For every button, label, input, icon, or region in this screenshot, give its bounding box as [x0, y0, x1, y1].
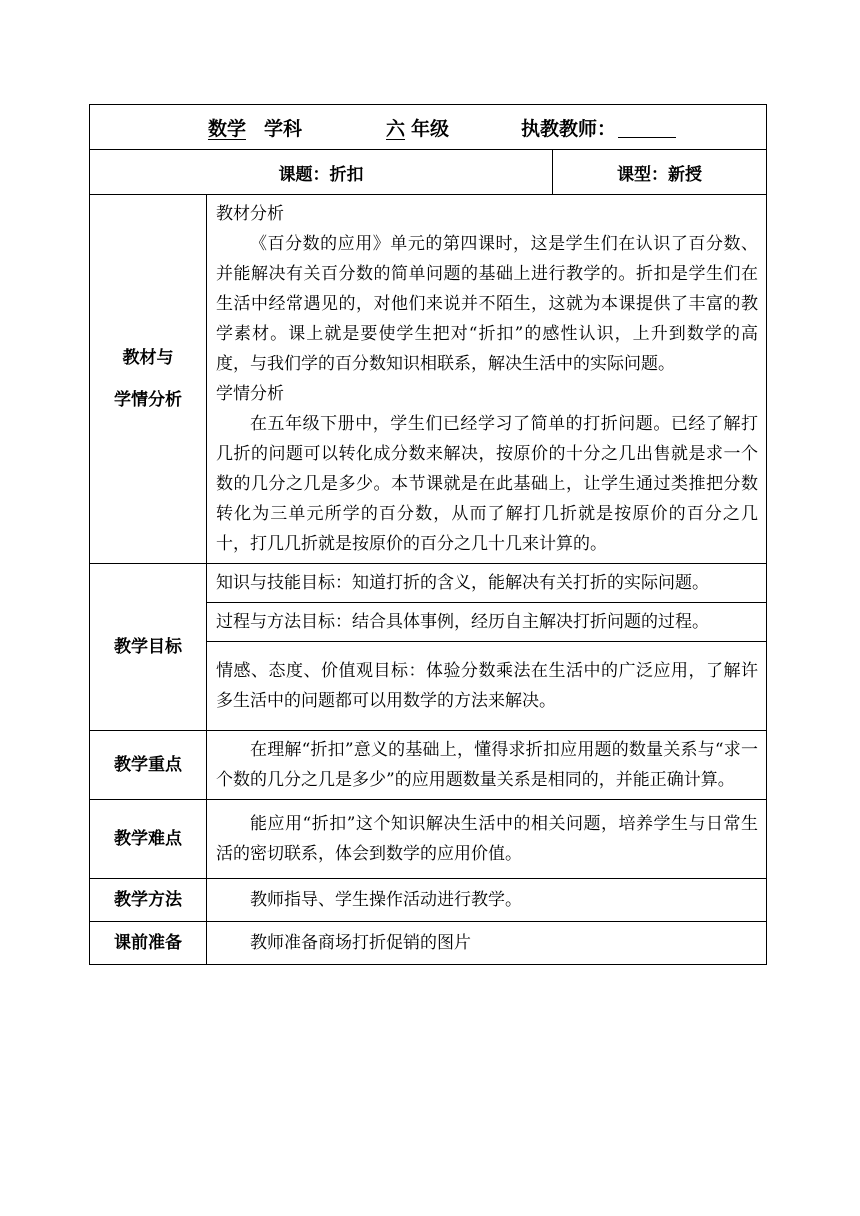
- goals-label: 教学目标: [90, 564, 207, 731]
- teacher-label: 执教教师：: [521, 117, 617, 140]
- header-cell: [90, 105, 767, 150]
- difficulties-text: 能应用“折扣”这个知识解决生活中的相关问题，培养学生与日常生活的密切联系，体会到数学的应用价值。: [207, 800, 767, 879]
- student-text: 在五年级下册中，学生们已经学习了简单的打折问题。已经了解打几折的问题可以转化成分数来解决，按原价的十分之几出售就是求一个数的几分之几是多少。本节课就是在此基础上，让学生通过类推把分数转化为三单元所学的百分数，从而了解打几折就是按原价的百分之几十，打几几折就是按原价的百分之几十几来计算的。: [216, 414, 759, 554]
- methods-row: [90, 879, 767, 922]
- goal-emotion: 情感、态度、价值观目标：体验分数乘法在生活中的广泛应用，了解许多生活中的问题都可以用数学的方法来解决。: [207, 642, 767, 731]
- topic-cell: 课题：折扣: [90, 150, 553, 195]
- grade-value: 六: [386, 117, 406, 140]
- analysis-row: [90, 195, 767, 564]
- goals-row-knowledge: [90, 564, 767, 603]
- lesson-plan-table: [89, 104, 767, 965]
- difficulties-label: 教学难点: [90, 800, 207, 879]
- analysis-label-line2: 学情分析: [114, 390, 182, 410]
- student-heading: 学情分析: [216, 384, 284, 404]
- analysis-label-line1: 教材与: [122, 348, 174, 368]
- preparation-text: 教师准备商场打折促销的图片: [207, 922, 767, 965]
- analysis-content: [207, 195, 767, 564]
- analysis-label: [90, 195, 207, 564]
- header-row: [90, 105, 767, 150]
- topic-row: [90, 150, 767, 195]
- preparation-label: 课前准备: [90, 922, 207, 965]
- grade-label: 年级: [411, 117, 450, 140]
- methods-text: 教师指导、学生操作活动进行教学。: [207, 879, 767, 922]
- subject-value: 数学: [207, 117, 246, 140]
- subject-label: 学科: [263, 117, 302, 140]
- key-points-text: 在理解“折扣”意义的基础上，懂得求折扣应用题的数量关系与“求一个数的几分之几是多少”的应用题数量关系是相同的，并能正确计算。: [207, 731, 767, 800]
- type-cell: 课型：新授: [553, 150, 767, 195]
- methods-label: 教学方法: [90, 879, 207, 922]
- lesson-plan: [89, 104, 766, 965]
- key-points-label: 教学重点: [90, 731, 207, 800]
- key-points-row: [90, 731, 767, 800]
- teacher-blank: [618, 117, 676, 138]
- goal-process: 过程与方法目标：结合具体事例，经历自主解决打折问题的过程。: [207, 603, 767, 642]
- material-heading: 教材分析: [216, 204, 284, 224]
- goal-knowledge: 知识与技能目标：知道打折的含义，能解决有关打折的实际问题。: [207, 564, 767, 603]
- preparation-row: [90, 922, 767, 965]
- material-text: 《百分数的应用》单元的第四课时，这是学生们在认识了百分数、并能解决有关百分数的简单问题的基础上进行教学的。折扣是学生们在生活中经常遇见的，对他们来说并不陌生，这就为本课提供了丰富的教学素材。课上就是要使学生把对“折扣”的感性认识，上升到数学的高度，与我们学的百分数知识相联系，解决生活中的实际问题。: [216, 234, 759, 374]
- difficulties-row: [90, 800, 767, 879]
